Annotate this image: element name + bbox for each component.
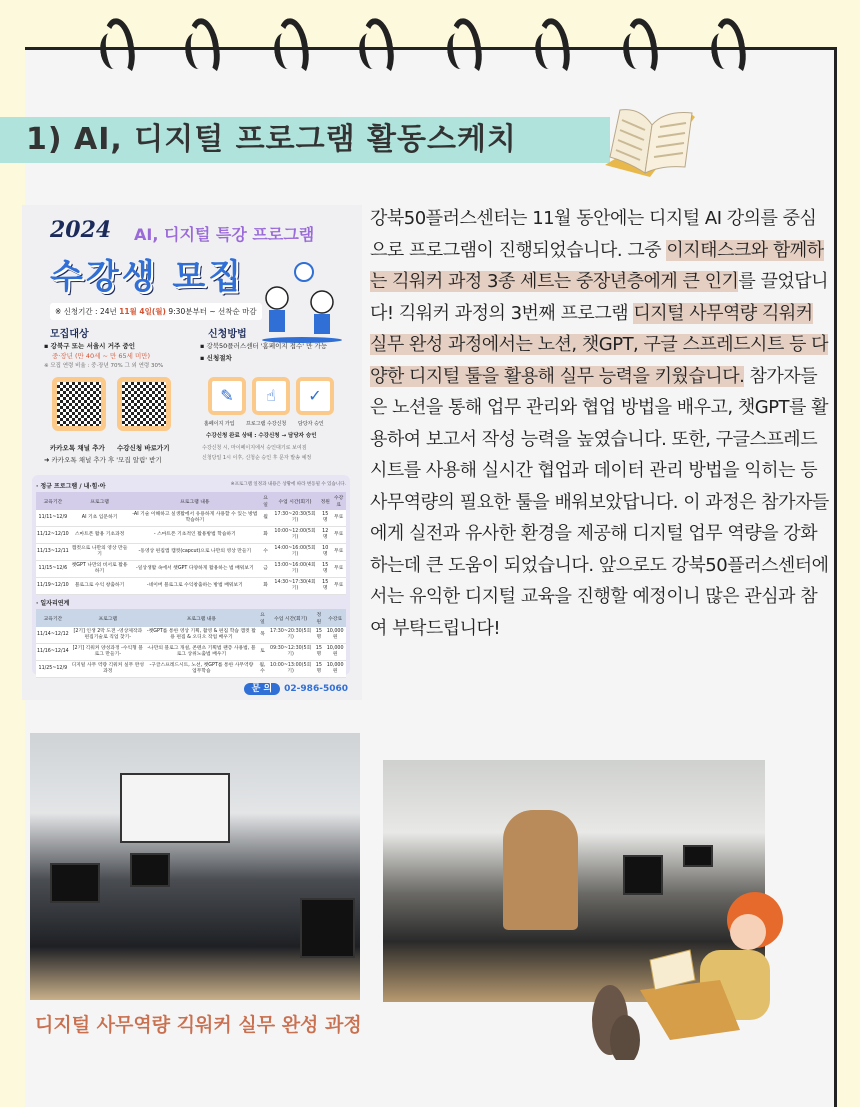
table-cell: 14:00~16:00(5회기) [271,544,319,561]
table-cell: 10,000원 [324,661,346,678]
table-row [36,661,346,678]
table-cell: 11/15~12/6 [36,561,70,578]
column-header: 수강료 [331,492,346,510]
method-line-2: ▪ 신청절차 [200,354,232,362]
table-cell: 13:00~16:00(4회기) [271,561,319,578]
table-cell: - 스마트폰 기초적인 활용방법 학습하기 [129,527,260,544]
column-header: 수강료 [324,609,346,627]
table-cell: 12명 [319,527,331,544]
body-text-segment: 를 끌었답니다! 긱워커 과정의 3번째 프로그램 [370,271,829,324]
table-cell: 무료 [331,561,346,578]
table-cell: 11/12~12/10 [36,527,70,544]
table-cell: 11/11~12/9 [36,510,70,527]
contact-info [244,681,348,694]
table-cell: 토 [257,644,268,661]
table-cell: 캡컷으로 나만의 영상 만들기 [70,544,130,561]
instructor-figure [503,810,578,930]
column-header: 교육기간 [36,492,70,510]
application-status: 수강신청 완료 상태 : 수강신청 → 담당자 승인 [206,433,317,439]
table-cell: -동영상 편집앱 캡컷(capcut)으로 나만의 영상 만들기 [129,544,260,561]
monitor [130,853,170,887]
table-cell: 11/19~12/10 [36,578,70,595]
table-cell: AI 기초 입문하기 [70,510,130,527]
regular-program-table [36,492,346,595]
signup-step-icon: ✎ [208,377,246,415]
target-line-3: ※ 모집 연령 비율 : 중·장년 70% 그 외 연령 30% [44,363,164,369]
table-row [36,627,346,644]
contact-label: 문 의 [244,683,281,695]
table-cell: 11/14~12/12 [36,627,70,644]
table-cell: -AI 기술 이해하고 실생활에서 유용하게 사용할 수 있는 방법 학습하기 [129,510,260,527]
column-header: 요일 [257,609,268,627]
column-header: 프로그램 내용 [146,609,257,627]
table-cell: 챗GPT 나만의 비서로 활용하기 [70,561,130,578]
page-title: 1) AI, 디지털 프로그램 활동스케치 [26,122,517,157]
table-cell: 무료 [331,527,346,544]
article-body [370,203,830,644]
qr-2-label: 수강신청 바로가기 [117,444,170,452]
projector-screen [120,773,230,843]
body-text-segment: 참가자들은 노션을 통해 업무 관리와 협업 방법을 배우고, 챗GPT를 활용하여 보고서 작성 능력을 높였습니다. 또한, 구글스프레드시트를 사용해 실시간 협업과 데이터 관리 방법을 익히는 등 사무역량의 필요한 툴을 배워보았답니다. 이 과정은 참가자들에게 실전과 유사한 환경을 제공해 디지털 업무 역량을 강화하는데 큰 도움이 되었습니다. 앞으로도 강북50플러스센터에서는 유익한 디지털 교육을 진행할 예정이니 많은 관심과 참여 부탁드립니다! [370,365,829,639]
open-book-icon [600,105,700,185]
column-header: 요일 [260,492,271,510]
table-cell: 화 [260,527,271,544]
column-header: 수업 시간(회기) [271,492,319,510]
note-1: 수강신청 시, 마이페이지에서 승인대기로 보여짐 [202,445,307,451]
table-cell: 11/25~12/9 [36,661,70,678]
column-header: 프로그램 [70,492,130,510]
poster-subtitle: AI, 디지털 특강 프로그램 [134,225,315,244]
table-cell: 15명 [313,627,324,644]
column-header: 수업 시간(회기) [268,609,313,627]
column-header: 정원 [319,492,331,510]
step-3-label: 담당자 승인 [298,421,324,427]
table-cell: 11/16~12/14 [36,644,70,661]
approve-step-icon: ✓ [296,377,334,415]
table-cell: 09:30~12:30(5회기) [268,644,313,661]
table-cell: 월 [260,510,271,527]
period-prefix: ※ 신청기간 : 24년 [55,307,120,316]
table-cell: 목 [257,627,268,644]
table-cell: -구글스프레드시트, 노션, 챗GPT를 통한 사무역량 업무학습 [146,661,257,678]
recruitment-poster [22,205,362,700]
poster-main-title: 수강생 모집 [50,257,245,297]
kakao-note: ➜ 카카오톡 채널 추가 후 '모집 알림' 받기 [44,456,162,464]
apply-qr-code[interactable] [117,377,171,431]
jobs-table-title: · 일자리연계 [36,600,70,607]
application-period [50,303,262,320]
target-heading: 모집대상 [50,329,89,340]
table-cell: [2기] 긱워커 양성과정 -수익형 블로그 만들기- [70,644,146,661]
table-cell: 스마트폰 활용 기초과정 [70,527,130,544]
table-row [36,527,346,544]
monitor [50,863,100,903]
period-suffix: 9:30분부터 ~ 선착순 마감 [165,307,257,316]
table-cell: 디지털 사무 역량 긱워커 실무 완성 과정 [70,661,146,678]
method-heading: 신청방법 [208,329,247,340]
table-cell: 15명 [313,644,324,661]
table-cell: -나만의 블로그 개설, 콘텐츠 기획법 팬층 사용법, 블로그 상위노출법 배우기 [146,644,257,661]
table-cell: 무료 [331,544,346,561]
period-date: 11월 4일(월) [119,307,166,316]
table-cell: 10:00~13:00(5회기) [268,661,313,678]
table-cell: 금 [260,561,271,578]
table-cell: 15명 [313,661,324,678]
table-cell: 10,000원 [324,627,346,644]
table-cell: 11/13~12/11 [36,544,70,561]
lightbulb-people-illustration [252,260,352,350]
table-cell: -챗GPT를 통한 영상 기획, 촬영 & 편집 학습 캡컷 활용 편집 & 오디오 작업 배우기 [146,627,257,644]
table-cell: 10:00~12:00(5회기) [271,527,319,544]
table-cell: 화 [260,578,271,595]
table-cell: 수 [260,544,271,561]
regular-table-title: · 정규 프로그램 / 내·힘·아 [36,483,106,490]
step-2-label: 프로그램 수강신청 [246,421,287,427]
classroom-photo-1 [30,733,360,1000]
table-row [36,578,346,595]
table-cell: 15명 [319,561,331,578]
body-text-segment: 강북50플러스센터는 11월 동안에는 디지털 AI 강의를 중심으로 프로그램이 진행되었습니다. 그중 [370,208,817,261]
table-cell: 17:30~20:30(5회기) [268,627,313,644]
table-cell: 15명 [319,578,331,595]
apply-step-icon: ☝ [252,377,290,415]
reading-boy-illustration [580,880,800,1060]
column-header: 프로그램 내용 [129,492,260,510]
contact-phone: 02-986-5060 [284,684,348,694]
column-header: 교육기간 [36,609,70,627]
monitor [300,898,355,958]
column-header: 프로그램 [70,609,146,627]
qr-1-label: 카카오톡 채널 추가 [50,444,105,452]
table-cell: 무료 [331,578,346,595]
target-line-1: ▪ 강북구 또는 서울시 거주 중인 [44,342,136,350]
target-line-2: 중·장년 (만 40세 ~ 만 65세 미만) [52,352,151,360]
note-2: 신청당일 1시 이후, 신청순 승인 후 문자 발송 예정 [202,455,312,461]
schedule-tables [32,475,350,675]
table-cell: -일상생활 속에서 챗GPT 다양하게 활용하는 법 배워보기 [129,561,260,578]
table-cell: 15명 [319,510,331,527]
table-cell: [2기] 인생 2막 도전 -영상제작과 편집기술로 직업 찾기- [70,627,146,644]
table-row [36,510,346,527]
step-1-label: 홈페이지 가입 [204,421,235,427]
table-cell: 17:30~20:30(5회기) [271,510,319,527]
highlighted-text: 디지털 사무역량 긱워커 실무 완성 과정에서는 노션, 챗GPT, 구글 스프레드시트 등 다양한 디지털 툴을 활용해 실무 능력을 키웠습니다. [370,302,829,387]
table-cell: 10명 [319,544,331,561]
monitor [683,845,713,867]
highlighted-text: 이지태스크와 함께하는 긱워커 과정 3종 세트는 중장년층에게 큰 인기 [370,239,824,292]
method-line-1: ▪ 강북50플러스센터 '홈페이지 접수' 만 가능 [200,342,328,350]
poster-year: 2024 [50,217,112,243]
table-row [36,644,346,661]
table-cell: -네이버 블로그로 수익창출하는 방법 배워보기 [129,578,260,595]
table-cell: 14:30~17:30(4회기) [271,578,319,595]
table-cell: 블로그로 수익 창출하기 [70,578,130,595]
column-header: 정원 [313,609,324,627]
table-cell: 10,000원 [324,644,346,661]
table-notice: ※프로그램 일정과 내용은 상황에 따라 변동될 수 있습니다. [230,482,346,487]
jobs-program-table [36,609,346,678]
table-row [36,561,346,578]
kakao-qr-code[interactable] [52,377,106,431]
photo-caption: 디지털 사무역량 긱워커 실무 완성 과정 [35,1014,362,1036]
table-cell: 무료 [331,510,346,527]
table-row [36,544,346,561]
table-cell: 월,수 [257,661,268,678]
